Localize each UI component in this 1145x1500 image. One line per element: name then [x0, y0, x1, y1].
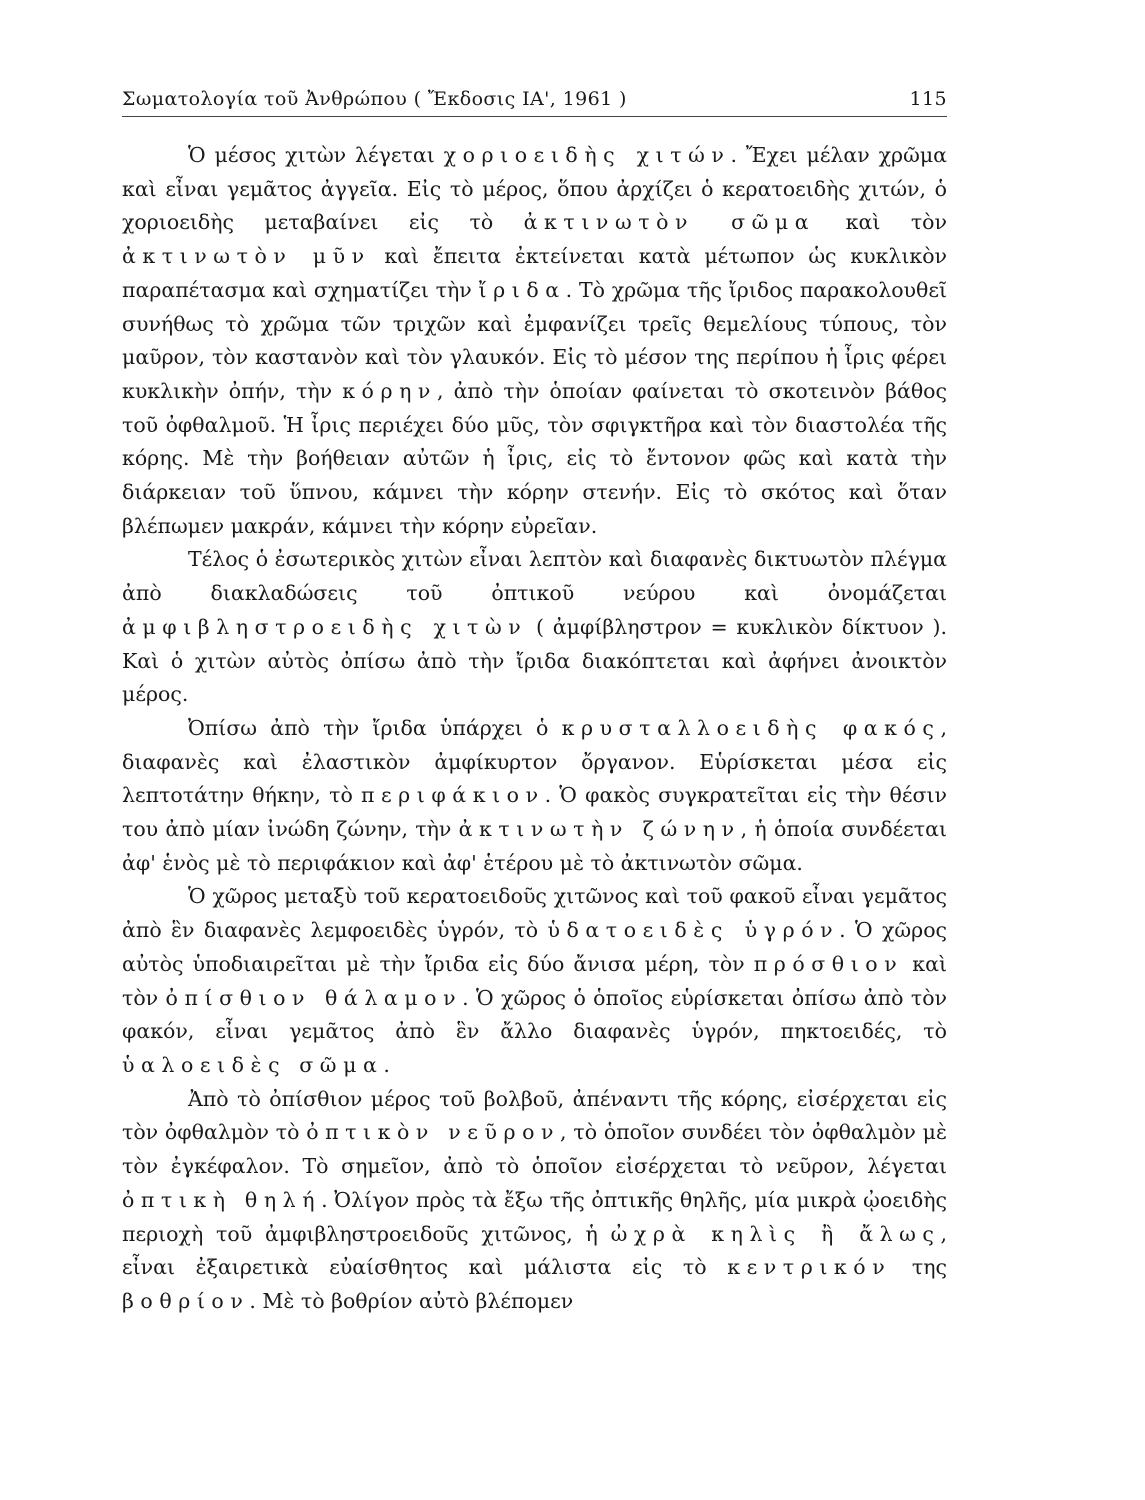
spaced-term: ὠχρὰ κηλὶς ἢ ἄλως	[610, 1221, 941, 1246]
text-run: ( ἀμφίβληστρον = κυκλικὸν δίκτυον ). Καὶ ὁ χιτὼν αὐτὸς ὀπίσω ἀπὸ τὴν ἴριδα διακόπτεται καὶ ἀφήνει ἀνοικτὸν μέρος.	[122, 614, 947, 707]
spaced-term: ἀκτινωτὸν σῶμα	[523, 210, 816, 235]
text-run: . Ὁ χῶρος ὁ ὁποῖος εὑρίσκεται ὀπίσω ἀπὸ τὸν φακόν, εἶναι γεμᾶτος ἀπὸ ἓν ἄλλο διαφανὲς ὑγρόν, πηκτοειδές, τὸ	[122, 985, 947, 1044]
spaced-term: ὀπτικὸν νεῦρον	[306, 1120, 561, 1145]
text-run: Ἀπὸ τὸ ὀπίσθιον μέρος τοῦ βολβοῦ, ἀπέναντι τῆς κόρης, εἰσέρχεται εἰς τὸν ὀφθαλμὸν τὸ	[122, 1086, 947, 1145]
text-run: , τὸ ὁποῖον συνδέει τὸν ὀφθαλμὸν μὲ τὸν ἐγκέφαλον. Τὸ σημεῖον, ἀπὸ τὸ ὁποῖον εἰσέρχεται τὸ νεῦρον, λέγεται	[122, 1120, 947, 1179]
text-run: . Ὁ χῶρος αὐτὸς ὑποδιαιρεῖται μὲ τὴν ἴριδα εἰς δύο ἄνισα μέρη, τὸν	[122, 918, 948, 976]
running-head	[122, 88, 947, 117]
page	[122, 88, 947, 1319]
spaced-term: κόρην	[342, 378, 437, 403]
spaced-term: βοθρίον	[122, 1288, 250, 1313]
spaced-term: ὑδατοειδὲς ὑγρόν	[547, 918, 840, 943]
paragraph	[122, 543, 947, 712]
paragraph	[122, 880, 947, 1082]
text-run: Ὁ χῶρος μεταξὺ τοῦ κερατοειδοῦς χιτῶνος καὶ τοῦ φακοῦ εἶναι γεμᾶτος ἀπὸ ἓν διαφανὲς λεμφοειδὲς ὑγρόν, τὸ	[122, 884, 947, 943]
text-run: Ὀπίσω ἀπὸ τὴν ἴριδα ὑπάρχει ὁ	[188, 715, 562, 740]
text-run: καὶ τὸν	[122, 951, 947, 1010]
spaced-term: ὑαλοειδὲς σῶμα	[122, 1052, 384, 1077]
body-text	[122, 139, 947, 1319]
spaced-term: ἀκτινωτὴν ζώνην	[458, 817, 741, 842]
paragraph	[122, 712, 947, 881]
text-run: καὶ ἔπειτα ἐκτείνεται κατὰ μέτωπον ὡς κυκλικὸν παραπέτασμα καὶ σχηματίζει τὴν	[122, 244, 948, 302]
spaced-term: ἀμφιβληστροειδὴς χιτὼν	[122, 614, 528, 639]
spaced-term: πρόσθιον	[753, 951, 904, 976]
spaced-term: κρυσταλλοειδὴς φακός	[561, 715, 941, 740]
text-run: Ὁ μέσος χιτὼν λέγεται	[188, 143, 444, 167]
text-run: . Ὀλίγον πρὸς τὰ ἔξω τῆς ὀπτικῆς θηλῆς, μία μικρὰ ᾠοειδὴς περιοχὴ τοῦ ἀμφιβληστροειδοῦς χιτῶνος, ἡ	[122, 1187, 947, 1246]
text-run: , ἀπὸ τὴν ὁποίαν φαίνεται τὸ σκοτεινὸν βάθος τοῦ ὀφθαλμοῦ. Ἡ ἶρις περιέχει δύο μῦς, τὸν σφιγκτῆρα καὶ τὸν διαστολέα τῆς κόρης. Μὲ τὴν βοήθειαν αὐτῶν ἡ ἶρις, εἰς τὸ ἔντονον φῶς καὶ κατὰ τὴν διάρκειαν τοῦ ὕπνου, κάμνει τὴν κόρην στενήν. Εἰς τὸ σκότος καὶ ὅταν βλέπωμεν μακράν, κάμνει τὴν κόρην εὐρεῖαν.	[122, 378, 948, 538]
paragraph	[122, 1083, 947, 1319]
paragraph	[122, 139, 947, 543]
text-run: της	[891, 1255, 947, 1280]
page-number: 115	[909, 88, 947, 110]
text-run: , διαφανὲς καὶ ἐλαστικὸν ἀμφίκυρτον ὄργανον. Εὑρίσκεται μέσα εἰς λεπτοτάτην θήκην, τὸ	[122, 715, 947, 808]
text-run: . Ὁ φακὸς συγκρατεῖται εἰς τὴν θέσιν του ἀπὸ μίαν ἰνώδη ζώνην, τὴν	[122, 783, 947, 842]
spaced-term: ἀκτινωτὸν μῦν	[122, 244, 371, 269]
spaced-term: ὀπτικὴ θηλή	[122, 1187, 322, 1212]
text-run: .	[383, 1052, 390, 1077]
text-run: . Τὸ χρῶμα τῆς ἴριδος παρακολουθεῖ συνήθως τὸ χρῶμα τῶν τριχῶν καὶ ἐμφανίζει τρεῖς θεμελίους τύπους, τὸν μαῦρον, τὸν καστανὸν καὶ τὸν γλαυκόν. Εἰς τὸ μέσον της περίπου ἡ ἶρις φέρει κυκλικὴν ὀπήν, τὴν	[122, 277, 947, 403]
spaced-term: κεντρικόν	[727, 1255, 892, 1280]
text-run: καὶ τὸν	[815, 210, 947, 235]
spaced-term: ὀπίσθιον θάλαμον	[165, 985, 463, 1010]
text-run: , εἶναι ἐξαιρετικὰ εὐαίσθητος καὶ μάλιστα εἰς τὸ	[122, 1221, 947, 1280]
text-run: . Ἔχει μέλαν χρῶμα καὶ εἶναι γεμᾶτος ἀγγεῖα. Εἰς τὸ μέρος, ὅπου ἀρχίζει ὁ κερατοειδὴς χιτών, ὁ χοριοειδὴς μεταβαίνει εἰς τὸ	[122, 143, 947, 235]
spaced-term: περιφάκιον	[360, 783, 545, 808]
text-run: , ἡ ὁποία συνδέεται ἀφ' ἑνὸς μὲ τὸ περιφάκιον καὶ ἀφ' ἑτέρου μὲ τὸ ἀκτινωτὸν σῶμα.	[122, 817, 948, 875]
text-run: Τέλος ὁ ἐσωτερικὸς χιτὼν εἶναι λεπτὸν καὶ διαφανὲς δικτυωτὸν πλέγμα ἀπὸ διακλαδώσεις τοῦ ὀπτικοῦ νεύρου καὶ ὀνομάζεται	[122, 547, 947, 606]
spaced-term: ἴριδα	[478, 277, 566, 302]
running-head-title: Σωματολογία τοῦ Ἀνθρώπου ( Ἔκδοσις ΙΑ', 1961 )	[122, 88, 627, 110]
spaced-term: χοριοειδὴς χιτών	[443, 143, 731, 167]
text-run: . Μὲ τὸ βοθρίον αὐτὸ βλέπομεν	[249, 1288, 574, 1313]
